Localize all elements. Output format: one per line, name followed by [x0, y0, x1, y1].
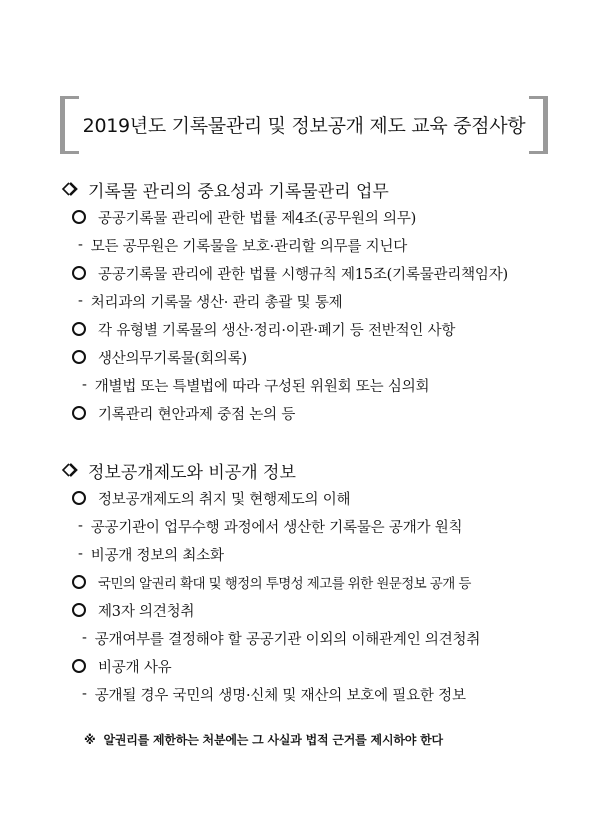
list-item: [60, 484, 560, 512]
circle-bullet-icon: [72, 575, 86, 589]
item-text: 비공개 정보의 최소화: [90, 547, 224, 564]
list-item: [60, 287, 560, 315]
dash-bullet: -: [78, 237, 83, 253]
item-text: 처리과의 기록물 생산· 관리 총괄 및 통제: [90, 294, 343, 311]
list-item: [60, 203, 560, 231]
item-text: 공개여부를 결정해야 할 공공기관 이외의 이해관계인 의견청취: [94, 631, 481, 648]
item-text: 국민의 알권리 확대 및 행정의 투명성 제고를 위한 원문정보 공개 등: [98, 576, 471, 592]
dash-bullet: -: [82, 686, 87, 702]
list-item: [60, 568, 560, 596]
list-item: [60, 512, 560, 540]
item-text: 비공개 사유: [98, 659, 172, 676]
list-item: [60, 315, 560, 343]
item-text: 정보공개제도의 취지 및 현행제도의 이해: [98, 491, 351, 508]
list-item: [60, 680, 560, 708]
item-text: 개별법 또는 특별법에 따라 구성된 위원회 또는 심의회: [94, 378, 430, 395]
list-item: [60, 371, 560, 399]
item-text: 공개될 경우 국민의 생명·신체 및 재산의 보호에 필요한 정보: [94, 687, 466, 704]
title-box: [60, 96, 548, 154]
circle-bullet-icon: [72, 406, 86, 420]
dash-bullet: -: [78, 546, 83, 562]
circle-bullet-icon: [72, 210, 86, 224]
footnote-text: 알권리를 제한하는 처분에는 그 사실과 법적 근거를 제시하야 한다: [103, 733, 443, 747]
list-item: [60, 231, 560, 259]
diamond-arrow-icon: [60, 181, 80, 197]
item-text: 기록관리 현안과제 중점 논의 등: [98, 406, 296, 423]
circle-bullet-icon: [72, 491, 86, 505]
list-item: [60, 624, 560, 652]
item-text: 공공기록물 관리에 관한 법률 시행규칙 제15조(기록물관리책임자): [98, 266, 508, 283]
section-heading-text: 기록물 관리의 중요성과 기록물관리 업무: [88, 181, 389, 202]
section-records-management: [60, 175, 560, 427]
item-text: 각 유형별 기록물의 생산·정리·이관·폐기 등 전반적인 사항: [98, 322, 456, 339]
circle-bullet-icon: [72, 350, 86, 364]
dash-bullet: -: [82, 377, 87, 393]
circle-bullet-icon: [72, 266, 86, 280]
item-text: 생산의무기록물(회의록): [98, 350, 247, 367]
list-item: [60, 596, 560, 624]
dash-bullet: -: [78, 518, 83, 534]
diamond-arrow-icon: [60, 462, 80, 478]
section-heading: [60, 456, 560, 484]
item-text: 제3자 의견청취: [98, 603, 195, 620]
list-item: [60, 652, 560, 680]
dash-bullet: -: [78, 293, 83, 309]
item-text: 공공기록물 관리에 관한 법률 제4조(공무원의 의무): [98, 210, 417, 227]
reference-mark: ※: [84, 733, 96, 747]
list-item: [60, 399, 560, 427]
page-title: 2019년도 기록물관리 및 정보공개 제도 교육 중점사항: [82, 115, 526, 137]
section-heading: [60, 175, 560, 203]
circle-bullet-icon: [72, 322, 86, 336]
circle-bullet-icon: [72, 603, 86, 617]
list-item: [60, 343, 560, 371]
item-text: 모든 공무원은 기록물을 보호·관리할 의무를 지닌다: [90, 238, 408, 255]
circle-bullet-icon: [72, 659, 86, 673]
list-item: [60, 540, 560, 568]
section-heading-text: 정보공개제도와 비공개 정보: [88, 462, 296, 483]
list-item: [60, 259, 560, 287]
item-text: 공공기관이 업무수행 과정에서 생산한 기록물은 공개가 원칙: [90, 519, 463, 536]
footnote: [84, 731, 443, 748]
dash-bullet: -: [82, 630, 87, 646]
section-information-disclosure: [60, 456, 560, 708]
